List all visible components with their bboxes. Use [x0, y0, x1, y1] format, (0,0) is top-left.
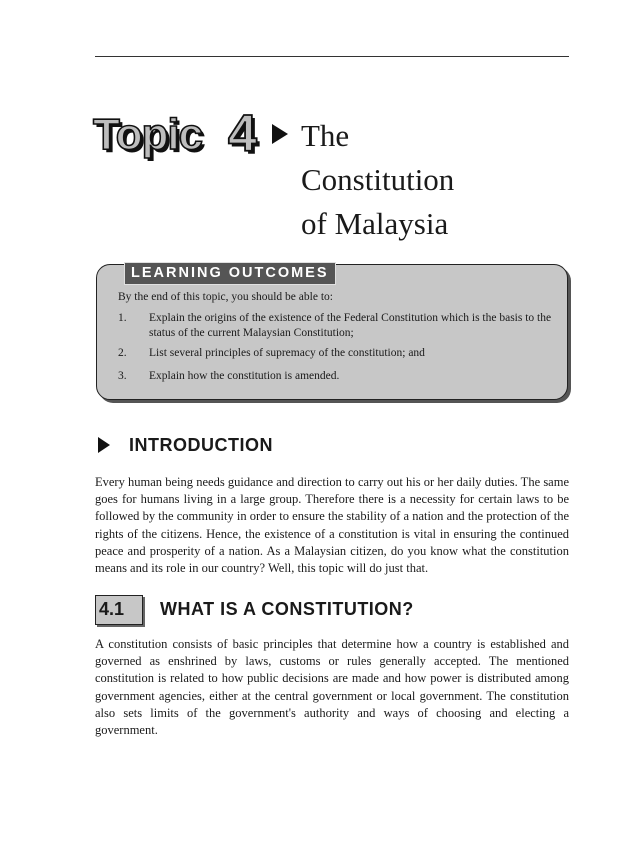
- topic-number: 4: [228, 105, 257, 163]
- topic-label: Topic: [93, 110, 203, 159]
- learning-outcomes-intro: By the end of this topic, you should be able to:: [118, 291, 333, 303]
- outcome-text: List several principles of supremacy of the constitution; and: [149, 347, 425, 359]
- chapter-title: [301, 114, 561, 246]
- chapter-title-line: The: [301, 118, 350, 153]
- section-paragraph: A constitution consists of basic principles that determine how a country is established and governed as enshrined by laws, customs or rules generally accepted. The mentioned constitution is related to how public decisions are made and how power is distributed among government agencies, either at the central government or local government. The constitution also sets limits of the government's authority and ways of choosing and electing a government.: [95, 637, 569, 738]
- section-number: 4.1: [99, 599, 125, 619]
- chapter-title-line: of Malaysia: [301, 206, 449, 241]
- header-rule: [95, 56, 569, 57]
- outcome-number: 2.: [118, 347, 127, 359]
- topic-arrow-icon: [272, 124, 288, 144]
- section-title: WHAT IS A CONSTITUTION?: [160, 599, 414, 619]
- learning-outcomes-heading: LEARNING OUTCOMES: [124, 262, 336, 285]
- section-arrow-icon: [98, 437, 110, 453]
- outcome-text: Explain how the constitution is amended.: [149, 370, 340, 382]
- outcome-number: 1.: [118, 312, 127, 324]
- introduction-heading: INTRODUCTION: [129, 435, 273, 455]
- outcome-number: 3.: [118, 370, 127, 382]
- introduction-paragraph: Every human being needs guidance and direction to carry out his or her daily duties. The same goes for humans living in a large group. Therefore there is a necessity for certain laws to be followed by the community in order to ensure the stability of a nation and the protection of the rights of the citizens. Hence, the existence of a constitution is vital in ensuring the continued peace and prosperity of a nation. As a Malaysian citizen, do you know what the constitution means and its role in our country? Well, this topic will do just that.: [95, 475, 569, 576]
- chapter-title-line: Constitution: [301, 162, 455, 197]
- outcome-text: Explain the origins of the existence of the Federal Constitution which is the basis to the status of the current Malaysian Constitution;: [149, 312, 552, 339]
